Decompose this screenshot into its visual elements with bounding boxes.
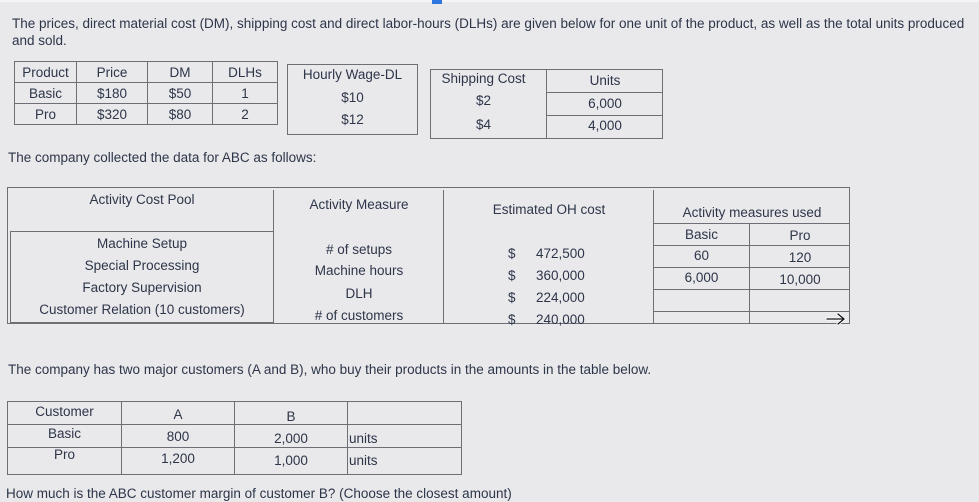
pool-special-processing: Special Processing xyxy=(84,258,200,273)
oh-customer-relation: 240,000 xyxy=(536,312,585,327)
header-activity-measure: Activity Measure xyxy=(309,197,409,212)
cell-dlhs: 2 xyxy=(213,104,278,125)
top-edge xyxy=(0,0,979,2)
mouse-cursor-icon xyxy=(826,312,848,326)
measure-dlh: DLH xyxy=(345,286,373,301)
abc-intro-text: The company collected the data for ABC as follows: xyxy=(8,150,317,165)
header-dlhs: DLHs xyxy=(213,62,278,83)
cell-b-pro: 1,000 xyxy=(274,453,308,468)
oh-special-processing: 360,000 xyxy=(536,268,585,283)
product-table xyxy=(14,61,278,125)
oh-dollar-sign: $ xyxy=(508,268,516,283)
cell-price: $180 xyxy=(77,83,148,104)
header-estimated-oh-cost: Estimated OH cost xyxy=(492,202,606,217)
pool-machine-setup: Machine Setup xyxy=(96,236,188,251)
oh-dollar-sign: $ xyxy=(508,290,516,305)
used-basic-setup: 60 xyxy=(693,248,710,263)
header-shipping-cost: Shipping Cost xyxy=(441,71,526,86)
cell-dm: $50 xyxy=(148,83,213,104)
units-row-divider xyxy=(547,92,663,93)
header-customer-b: B xyxy=(286,409,296,424)
cell-shipping-basic: $2 xyxy=(475,93,492,108)
cell-product: Basic xyxy=(15,83,77,104)
row-label-pro: Pro xyxy=(53,447,75,462)
oh-factory-supervision: 224,000 xyxy=(536,290,585,305)
header-units: Units xyxy=(589,73,621,88)
row-divider xyxy=(654,223,850,224)
cell-price: $320 xyxy=(77,104,148,125)
intro-text: The prices, direct material cost (DM), shipping cost and direct labor-hours (DLHs) are given below for one unit of the product, as well as the total units produced and sold. xyxy=(12,16,965,48)
row-divider xyxy=(654,267,850,268)
pool-customer-relation: Customer Relation (10 customers) xyxy=(39,302,245,317)
header-basic: Basic xyxy=(684,227,718,242)
row-divider xyxy=(654,311,850,312)
row-divider xyxy=(654,245,850,246)
used-pro-setup: 120 xyxy=(788,250,812,265)
header-customer-a: A xyxy=(173,407,183,422)
column-divider xyxy=(347,401,348,475)
header-price: Price xyxy=(77,62,148,83)
cell-product: Pro xyxy=(15,104,77,125)
row-label-basic: Basic xyxy=(47,426,81,441)
question-text: How much is the ABC customer margin of customer B? (Choose the closest amount) xyxy=(6,486,512,501)
cell-a-pro: 1,200 xyxy=(161,451,195,466)
header-product: Product xyxy=(15,62,77,83)
unit-label: units xyxy=(349,453,378,468)
cell-units-basic: 6,000 xyxy=(588,96,622,111)
cell-dlhs: 1 xyxy=(213,83,278,104)
measure-machine-hours: Machine hours xyxy=(314,263,404,278)
cell-b-basic: 2,000 xyxy=(274,431,308,446)
cell-wage-basic: $10 xyxy=(341,90,364,105)
pool-factory-supervision: Factory Supervision xyxy=(82,280,202,295)
measure-customers: # of customers xyxy=(314,308,404,323)
oh-dollar-sign: $ xyxy=(508,246,516,261)
header-activity-measures-used: Activity measures used xyxy=(682,205,822,220)
used-pro-machine-hours: 10,000 xyxy=(779,272,821,287)
header-customer: Customer xyxy=(35,404,94,419)
header-activity-cost-pool: Activity Cost Pool xyxy=(89,192,195,207)
header-pro: Pro xyxy=(789,228,811,243)
cell-a-basic: 800 xyxy=(166,429,190,444)
scroll-indicator xyxy=(432,0,442,4)
used-basic-machine-hours: 6,000 xyxy=(684,270,719,285)
measure-setups: # of setups xyxy=(325,242,393,257)
cell-shipping-pro: $4 xyxy=(475,117,492,132)
cell-dm: $80 xyxy=(148,104,213,125)
oh-dollar-sign: $ xyxy=(508,312,516,327)
header-dm: DM xyxy=(148,62,213,83)
header-hourly-wage: Hourly Wage-DL xyxy=(302,67,403,82)
cell-wage-pro: $12 xyxy=(341,112,364,127)
oh-machine-setup: 472,500 xyxy=(536,246,585,261)
row-divider xyxy=(654,289,850,290)
row-divider xyxy=(8,424,462,425)
units-row-divider xyxy=(547,115,663,116)
cell-units-pro: 4,000 xyxy=(588,118,622,133)
unit-label: units xyxy=(349,431,378,446)
customer-intro-text: The company has two major customers (A and B), who buy their products in the amounts in the table below. xyxy=(8,362,652,377)
